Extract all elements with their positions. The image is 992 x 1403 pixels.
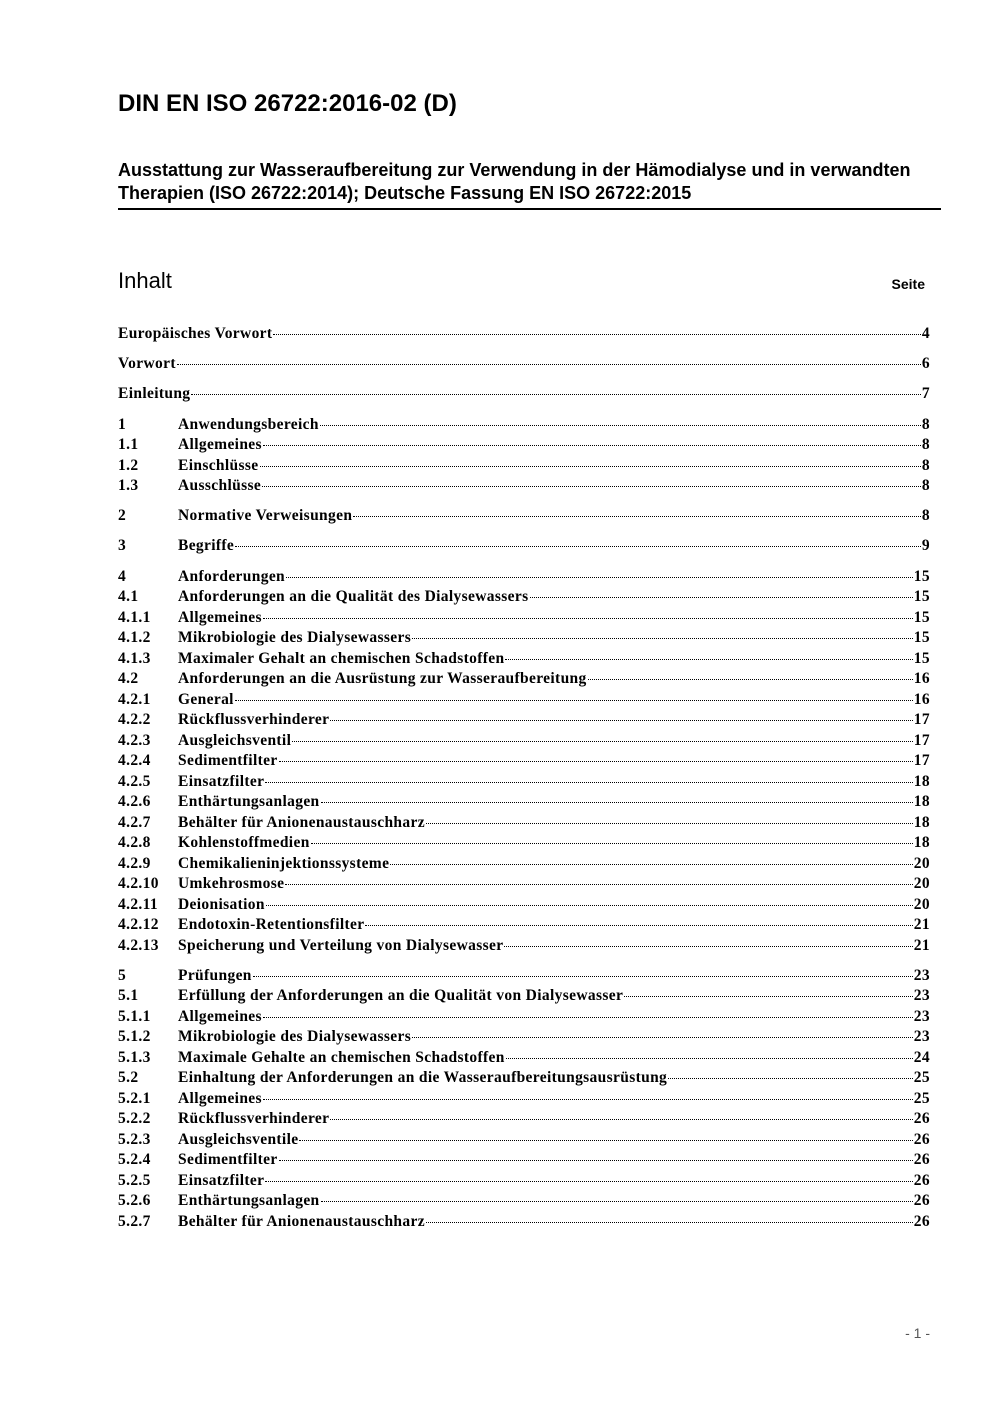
toc-entry-page: 21 <box>913 936 930 954</box>
toc-entry-title: Begriffe <box>178 537 235 555</box>
toc-entry-title: Mikrobiologie des Dialysewassers <box>178 629 412 647</box>
toc-entry-number: 4.1.3 <box>118 649 151 667</box>
toc-entry-number: 5.2.3 <box>118 1130 151 1148</box>
toc-entry-number: 1.2 <box>118 456 139 474</box>
toc-entry-number: 5.2 <box>118 1069 139 1087</box>
dot-leader <box>279 761 913 762</box>
dot-leader <box>292 741 913 742</box>
toc-entry-title: Sedimentfilter <box>178 752 278 770</box>
dot-leader <box>262 486 921 487</box>
toc-entry-page: 8 <box>921 456 930 474</box>
dot-leader <box>321 1201 913 1202</box>
toc-entry-page: 18 <box>913 793 930 811</box>
toc-entry[interactable] <box>118 324 930 345</box>
toc-entry-number: 5.1.1 <box>118 1007 151 1025</box>
toc-entry[interactable] <box>118 628 930 649</box>
toc-entry-title: Einsatzfilter <box>178 772 265 790</box>
toc-entry-page: 8 <box>921 507 930 525</box>
toc-entry-number: 4.2.8 <box>118 834 151 852</box>
dot-leader <box>365 925 912 926</box>
toc-entry[interactable] <box>118 1171 930 1192</box>
dot-leader <box>412 1037 913 1038</box>
toc-group <box>118 536 930 557</box>
toc-entry-title: Enthärtungsanlagen <box>178 793 320 811</box>
toc-entry-title: Chemikalieninjektionssysteme <box>178 854 390 872</box>
toc-entry-number: 2 <box>118 507 127 525</box>
toc-entry-page: 8 <box>921 415 930 433</box>
toc-entry-title: Maximale Gehalte an chemischen Schadstoffen <box>178 1048 505 1066</box>
dot-leader <box>177 364 921 365</box>
toc-entry-page: 8 <box>921 477 930 495</box>
dot-leader <box>311 843 913 844</box>
toc-entry-number: 3 <box>118 537 127 555</box>
dot-leader <box>266 905 913 906</box>
toc-entry[interactable] <box>118 1089 930 1110</box>
toc-entry[interactable] <box>118 1109 930 1130</box>
toc-entry-title: Mikrobiologie des Dialysewassers <box>178 1028 412 1046</box>
toc-entry-number: 5.2.1 <box>118 1089 151 1107</box>
dot-leader <box>668 1078 913 1079</box>
toc-entry-number: 4.2.9 <box>118 854 151 872</box>
toc-entry[interactable] <box>118 1130 930 1151</box>
toc-entry-number: 5 <box>118 966 127 984</box>
toc-entry[interactable] <box>118 772 930 793</box>
toc-entry[interactable] <box>118 966 930 987</box>
toc-entry-page: 23 <box>913 987 930 1005</box>
toc-entry-title: Ausschlüsse <box>178 477 262 495</box>
toc-entry-title: Erfüllung der Anforderungen an die Qualität von Dialysewasser <box>178 987 624 1005</box>
toc-entry-number: 4.2.10 <box>118 875 159 893</box>
toc-entry-title: Prüfungen <box>178 966 252 984</box>
toc-entry-page: 15 <box>913 588 930 606</box>
toc-entry-title: Einleitung <box>118 385 191 403</box>
toc-entry-page: 16 <box>913 670 930 688</box>
toc-entry-number: 4.2.6 <box>118 793 151 811</box>
page-column-label: Seite <box>891 276 925 292</box>
toc-group <box>118 567 930 957</box>
toc-entry[interactable] <box>118 813 930 834</box>
toc-entry[interactable] <box>118 1068 930 1089</box>
toc-entry[interactable] <box>118 415 930 436</box>
toc-entry-page: 17 <box>913 711 930 729</box>
dot-leader <box>279 1160 913 1161</box>
toc-entry-page: 17 <box>913 752 930 770</box>
toc-entry-number: 5.2.7 <box>118 1212 151 1230</box>
toc-entry[interactable] <box>118 1048 930 1069</box>
dot-leader <box>263 1017 913 1018</box>
toc-entry-title: Ausgleichsventil <box>178 731 292 749</box>
dot-leader <box>390 864 912 865</box>
toc-entry-page: 25 <box>913 1069 930 1087</box>
toc-entry[interactable] <box>118 874 930 895</box>
toc-entry-title: Kohlenstoffmedien <box>178 834 310 852</box>
toc-entry-title: Maximaler Gehalt an chemischen Schadstoffen <box>178 649 505 667</box>
toc-entry-number: 5.2.5 <box>118 1171 151 1189</box>
toc-entry[interactable] <box>118 536 930 557</box>
toc-entry[interactable] <box>118 710 930 731</box>
document-subtitle: Ausstattung zur Wasseraufbereitung zur Verwendung in der Hämodialyse und in verwandten Therapien (ISO 26722:2014); Deutsche Fassung EN ISO 26722:2015 <box>118 160 911 203</box>
toc-entry-title: Anforderungen an die Ausrüstung zur Wasseraufbereitung <box>178 670 587 688</box>
toc-entry-page: 23 <box>913 966 930 984</box>
toc-heading: Inhalt <box>118 268 172 293</box>
toc-entry-page: 26 <box>913 1110 930 1128</box>
toc-entry-page: 7 <box>921 385 930 403</box>
toc-entry-title: Enthärtungsanlagen <box>178 1192 320 1210</box>
toc-entry-page: 18 <box>913 834 930 852</box>
toc-entry-page: 18 <box>913 813 930 831</box>
dot-leader <box>235 700 913 701</box>
toc-entry-page: 20 <box>913 875 930 893</box>
toc-entry-page: 9 <box>921 537 930 555</box>
dot-leader <box>286 577 913 578</box>
toc-entry-page: 15 <box>913 649 930 667</box>
dot-leader <box>320 425 921 426</box>
toc-entry-number: 5.2.6 <box>118 1192 151 1210</box>
toc-entry-number: 4.2.11 <box>118 895 158 913</box>
toc-group <box>118 415 930 497</box>
toc-entry-number: 4 <box>118 567 127 585</box>
toc-group <box>118 506 930 527</box>
toc-entry[interactable] <box>118 915 930 936</box>
toc-group <box>118 354 930 375</box>
toc-entry[interactable] <box>118 506 930 527</box>
toc-entry-title: Umkehrosmose <box>178 875 285 893</box>
dot-leader <box>265 782 912 783</box>
dot-leader <box>265 1181 912 1182</box>
dot-leader <box>426 823 913 824</box>
dot-leader <box>263 445 921 446</box>
toc-entry[interactable] <box>118 587 930 608</box>
toc-entry[interactable] <box>118 456 930 477</box>
toc-entry[interactable] <box>118 608 930 629</box>
document-title: DIN EN ISO 26722:2016-02 (D) <box>118 90 457 117</box>
dot-leader <box>506 1058 913 1059</box>
toc-entry[interactable] <box>118 1191 930 1212</box>
toc-group <box>118 324 930 345</box>
dot-leader <box>504 946 912 947</box>
dot-leader <box>330 720 912 721</box>
toc-entry-title: Einsatzfilter <box>178 1171 265 1189</box>
toc-entry[interactable] <box>118 669 930 690</box>
dot-leader <box>505 659 912 660</box>
toc-entry-title: Einschlüsse <box>178 456 259 474</box>
toc-entry-title: Behälter für Anionenaustauschharz <box>178 813 425 831</box>
toc-entry-number: 5.1.2 <box>118 1028 151 1046</box>
dot-leader <box>263 618 913 619</box>
toc-entry-page: 16 <box>913 690 930 708</box>
toc-entry-page: 15 <box>913 567 930 585</box>
toc-entry[interactable] <box>118 1027 930 1048</box>
toc-entry[interactable] <box>118 895 930 916</box>
dot-leader <box>330 1119 912 1120</box>
toc-entry-title: Vorwort <box>118 355 176 373</box>
toc-entry-page: 23 <box>913 1028 930 1046</box>
toc-entry-title: Europäisches Vorwort <box>118 325 273 342</box>
toc-entry-title: Normative Verweisungen <box>178 507 353 525</box>
toc-entry-number: 5.2.2 <box>118 1110 151 1128</box>
toc-entry-page: 26 <box>913 1171 930 1189</box>
dot-leader <box>263 1099 913 1100</box>
toc-entry-number: 4.1 <box>118 588 139 606</box>
toc-entry-number: 4.2 <box>118 670 139 688</box>
toc-entry-page: 26 <box>913 1212 930 1230</box>
toc-entry-title: Behälter für Anionenaustauschharz <box>178 1212 425 1230</box>
toc-entry[interactable] <box>118 435 930 456</box>
toc-entry[interactable] <box>118 567 930 588</box>
dot-leader <box>273 334 920 335</box>
toc-entry-title: Allgemeines <box>178 1089 262 1107</box>
toc-entry-page: 25 <box>913 1089 930 1107</box>
toc-entry[interactable] <box>118 854 930 875</box>
dot-leader <box>426 1222 913 1223</box>
toc-entry-title: Anwendungsbereich <box>178 415 319 433</box>
toc-entry-title: Endotoxin-Retentionsfilter <box>178 916 365 934</box>
dot-leader <box>321 802 913 803</box>
toc-entry-title: Sedimentfilter <box>178 1151 278 1169</box>
table-of-contents <box>118 324 930 1242</box>
toc-entry[interactable] <box>118 792 930 813</box>
toc-group <box>118 966 930 1233</box>
toc-entry-number: 5.1 <box>118 987 139 1005</box>
toc-entry[interactable] <box>118 649 930 670</box>
toc-entry[interactable] <box>118 1150 930 1171</box>
toc-entry-number: 4.2.12 <box>118 916 159 934</box>
toc-entry-number: 4.2.1 <box>118 690 151 708</box>
toc-entry-title: Speicherung und Verteilung von Dialysewasser <box>178 936 504 954</box>
toc-entry-page: 4 <box>921 325 930 342</box>
toc-entry-number: 5.1.3 <box>118 1048 151 1066</box>
toc-entry[interactable] <box>118 354 930 375</box>
toc-entry-number: 4.2.4 <box>118 752 151 770</box>
toc-entry[interactable] <box>118 751 930 772</box>
toc-entry-page: 23 <box>913 1007 930 1025</box>
toc-entry[interactable] <box>118 476 930 497</box>
toc-entry-number: 4.2.2 <box>118 711 151 729</box>
toc-entry-page: 8 <box>921 436 930 454</box>
toc-entry-title: Allgemeines <box>178 436 262 454</box>
toc-entry-title: Anforderungen an die Qualität des Dialysewassers <box>178 588 529 606</box>
toc-entry-page: 21 <box>913 916 930 934</box>
toc-entry-number: 1.3 <box>118 477 139 495</box>
toc-entry-page: 24 <box>913 1048 930 1066</box>
toc-entry[interactable] <box>118 1007 930 1028</box>
dot-leader <box>530 597 913 598</box>
toc-entry-page: 26 <box>913 1192 930 1210</box>
dot-leader <box>253 976 913 977</box>
dot-leader <box>353 516 921 517</box>
toc-entry-title: Rückflussverhinderer <box>178 1110 330 1128</box>
dot-leader <box>191 394 920 395</box>
toc-entry[interactable] <box>118 833 930 854</box>
toc-entry-number: 1 <box>118 415 127 433</box>
toc-entry-number: 4.2.13 <box>118 936 159 954</box>
dot-leader <box>235 546 921 547</box>
toc-entry-title: Anforderungen <box>178 567 286 585</box>
toc-entry-title: General <box>178 690 234 708</box>
toc-entry-page: 26 <box>913 1151 930 1169</box>
toc-entry-title: Ausgleichsventile <box>178 1130 299 1148</box>
dot-leader <box>412 638 913 639</box>
page-number: - 1 - <box>905 1325 930 1341</box>
toc-entry-number: 4.2.7 <box>118 813 151 831</box>
toc-entry-number: 4.2.3 <box>118 731 151 749</box>
toc-entry-page: 6 <box>921 355 930 373</box>
dot-leader <box>624 996 913 997</box>
toc-entry-title: Einhaltung der Anforderungen an die Wasseraufbereitungsausrüstung <box>178 1069 668 1087</box>
toc-entry[interactable] <box>118 731 930 752</box>
toc-entry-title: Rückflussverhinderer <box>178 711 330 729</box>
toc-entry[interactable] <box>118 384 930 405</box>
toc-entry-page: 17 <box>913 731 930 749</box>
toc-entry[interactable] <box>118 986 930 1007</box>
toc-entry-title: Deionisation <box>178 895 265 913</box>
dot-leader <box>299 1140 912 1141</box>
toc-entry-title: Allgemeines <box>178 608 262 626</box>
toc-entry-number: 1.1 <box>118 436 139 454</box>
toc-entry-page: 20 <box>913 895 930 913</box>
toc-entry[interactable] <box>118 936 930 957</box>
toc-entry-number: 4.2.5 <box>118 772 151 790</box>
toc-entry-number: 4.1.1 <box>118 608 151 626</box>
toc-entry-title: Allgemeines <box>178 1007 262 1025</box>
dot-leader <box>260 466 921 467</box>
toc-entry-number: 5.2.4 <box>118 1151 151 1169</box>
toc-entry-number: 4.1.2 <box>118 629 151 647</box>
toc-entry[interactable] <box>118 690 930 711</box>
toc-group <box>118 384 930 405</box>
dot-leader <box>285 884 912 885</box>
toc-entry-page: 20 <box>913 854 930 872</box>
toc-entry-page: 15 <box>913 608 930 626</box>
toc-entry-page: 15 <box>913 629 930 647</box>
toc-entry-page: 26 <box>913 1130 930 1148</box>
dot-leader <box>588 679 913 680</box>
toc-entry[interactable] <box>118 1212 930 1233</box>
title-rule <box>118 208 941 210</box>
toc-entry-page: 18 <box>913 772 930 790</box>
